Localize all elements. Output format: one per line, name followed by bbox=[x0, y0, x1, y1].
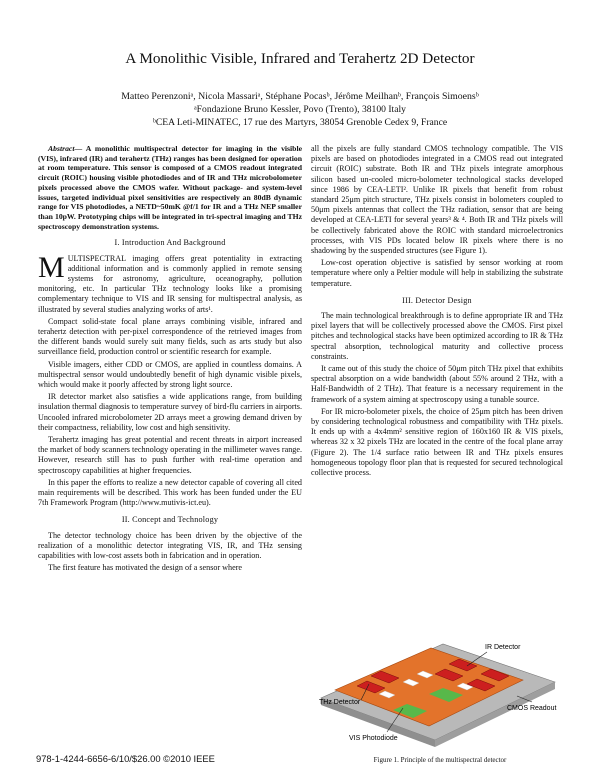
left-column bbox=[38, 144, 302, 575]
paragraph: all the pixels are fully standard CMOS technology compatible. The VIS pixels are based on photodiodes integrated in a CMOS read out integrated circuit (ROIC) substrate. Both IR and THz pixels integrate amorphous silicon based un-cooled micro-bolometer technological stacks developed since 1986 by CEA-LETI². Unlike IR pixels that benefit from robust standard 25μm pitch structure, THz pixels consist in bolometers coupled to 50μm pixels antennas that collect the THz radiation, sensor that are being developed at CEA-LETI for several years³ & ⁴. Both IR and THz pixels will be collectively fabricated above the ROIC with standard microelectronics processes, with VIS PDs located below IR pixels where there is no shadowing by the suspended structures (see Figure 1). bbox=[311, 144, 563, 256]
intro-text: ULTISPECTRAL imaging offers great potentiality in extracting additional information and is commonly applied in remote sensing systems for astronomy, agriculture, oceanography, pollution monitoring, etc. In particular THz technology looks like a promising complementary technique to VIS and IR sensing for multispectral analysis, as illustrated by several studies analyzing works of arts¹. bbox=[38, 253, 302, 314]
abstract-text: A monolithic multispectral detector for imaging in the visible (VIS), infrared (IR) and terahertz (THz) ranges has been designed for operation at room temperature. This sensor is composed of a CMOS readout integrated circuit (ROIC) housing visible photodiodes and of IR and THz microbolometer pixels processed above the CMOS wafer. Without package- and system-level issues, targeted individual pixel sensitivities are respectively an 80dB dynamic range for VIS photodiodes, a NETD~50mK @f/1 for IR and a THz NEP smaller than 10pW. Prototyping chips will be integrated in tri-spectral imaging and THz spectroscopy demonstration systems. bbox=[38, 144, 303, 231]
paragraph: Compact solid-state focal plane arrays combining visible, infrared and terahertz detection with per-pixel correspondence of the retrieved images from the different bands would surely suit many fields, such as arts study but also surveillance field, production control or scientific research for example. bbox=[38, 316, 302, 357]
paragraph: The first feature has motivated the design of a sensor where bbox=[48, 563, 243, 573]
paragraph: It came out of this study the choice of 50μm pitch THz pixel that exhibits spectral absorption on a wide bandwidth (about 55% around 2 THz, with a Half-Bandwidth of 2 THz). That feature is a necessary requirement in the framework of a system aiming at spectroscopy using a tunable source. bbox=[311, 364, 563, 404]
intro-paragraph bbox=[38, 250, 302, 315]
label-vis-photodiode: VIS Photodiode bbox=[349, 735, 398, 742]
paragraph: Low-cost operation objective is satisfied by sensor working at room temperature where only a Peltier module will help in stabilizing the substrate temperature. bbox=[311, 258, 563, 288]
copyright-footer: 978-1-4244-6656-6/10/$26.00 ©2010 IEEE bbox=[36, 753, 215, 764]
right-column bbox=[311, 144, 563, 480]
figure-detector-principle bbox=[317, 590, 563, 748]
drop-cap: M bbox=[38, 250, 65, 284]
paragraph: For IR micro-bolometer pixels, the choice of 25μm pitch has been driven by considering technological robustness and compatibility with THz pixels. It ends up with a 4x4mm² sensitive region of 160x160 IR & VIS pixels, whereas 32 x 32 pixels THz are located in the centre of the focal plane array (Figure 2). The 1/4 surface ratio between IR and THz pixels ensures homogeneous topology floor plan that is requested for secured technological collective process. bbox=[311, 406, 563, 478]
abstract bbox=[38, 144, 302, 231]
figure-caption: Figure 1. Principle of the multispectral detector bbox=[373, 756, 507, 764]
affiliation-b: ᵇCEA Leti-MINATEC, 17 rue des Martyrs, 38054 Grenoble Cedex 9, France bbox=[152, 117, 448, 128]
label-ir-detector: IR Detector bbox=[485, 644, 521, 651]
paragraph: The main technological breakthrough is to define appropriate IR and THz pixel layers that will be collectively processed above the CMOS. First pixel pitches and technological stacks have been optimized according to IR & THz spectral absorption, technological maturity and collective process constraints. bbox=[311, 311, 563, 361]
paragraph: IR detector market also satisfies a wide applications range, from building insulation thermal diagnosis to temperature survey of bird-flu carriers in airports. Uncooled infrared microbolometer 2D arrays meet a growing demand driven by their compactness, reliability, low cost and high sensitivity. bbox=[38, 392, 302, 432]
paragraph: In this paper the efforts to realize a new detector capable of covering all cited main requirements will be described. This work has been funded under the EU 7th Framework Program (http://www.mutivis-ict.eu). bbox=[38, 477, 302, 508]
label-thz-detector: THz Detector bbox=[319, 699, 361, 706]
author-list: Matteo Perenzoniᵃ, Nicola Massariᵃ, Stéphane Pocasᵇ, Jérôme Meilhanᵇ, François Simoensᵇ bbox=[121, 91, 479, 102]
affiliation-a: ᵃFondazione Bruno Kessler, Povo (Trento), 38100 Italy bbox=[194, 104, 406, 115]
paragraph: Visible imagers, either CDD or CMOS, are applied in countless domains. A multispectral sensor would undoubtedly benefit of high dynamic visible pixels, which would make it poorly affected by strong light source. bbox=[38, 359, 302, 389]
detector-illustration bbox=[317, 590, 563, 748]
label-cmos-readout: CMOS Readout bbox=[507, 705, 557, 712]
paragraph: The detector technology choice has been driven by the objective of the realization of a monolithic detector integrating VIS, IR, and THz sensing capabilities with low-cost assets both in fabrication and in operation. bbox=[38, 530, 302, 561]
section-heading-introduction: I. Introduction And Background bbox=[114, 238, 226, 248]
paragraph: Terahertz imaging has great potential and recent threats in airport increased the market of body scanners technology operating in the millimeter waves range. However, research still has to push further with real-time operation and spectroscopy capabilities at higher frequencies. bbox=[38, 434, 302, 475]
abstract-label: Abstract— bbox=[48, 144, 83, 153]
section-heading-concept: II. Concept and Technology bbox=[121, 515, 219, 525]
section-heading-detector-design: III. Detector Design bbox=[402, 295, 472, 305]
paper-title: A Monolithic Visible, Infrared and Terahertz 2D Detector bbox=[125, 50, 475, 67]
